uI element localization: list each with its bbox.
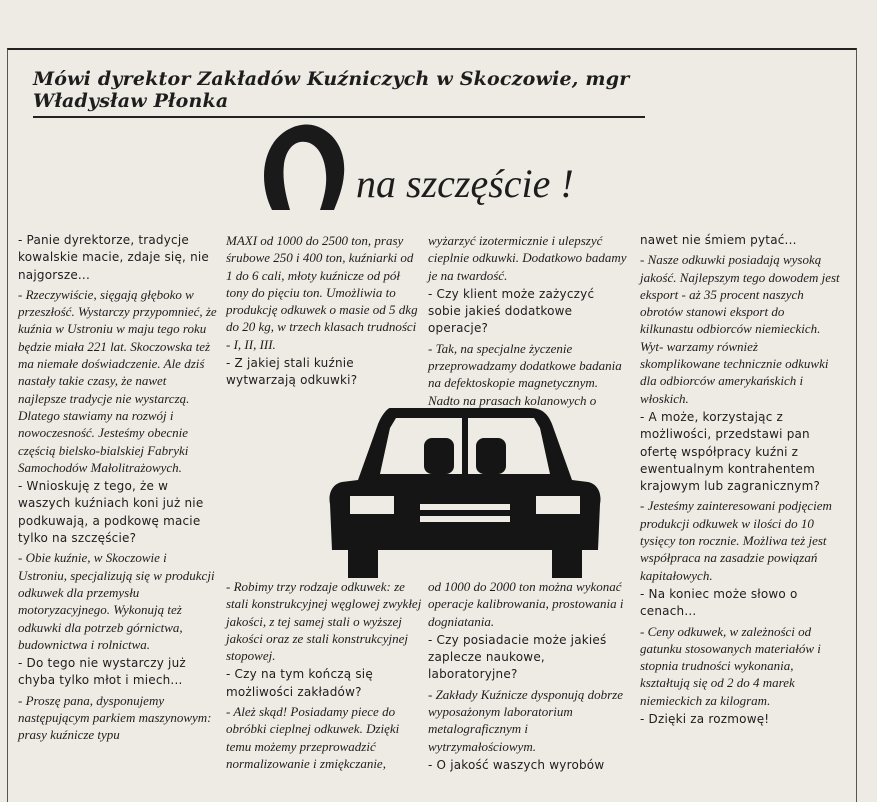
article-headline: Mówi dyrektor Zakładów Kuźniczych w Skoczowie, mgr Władysław Płonka [33, 68, 645, 118]
article-title [260, 120, 680, 220]
answer-paragraph: - Tak, na specjalne życzenie przeprowadzamy dodatkowe badania na defektoskopie magnetycznym. Nadto na prasach kolanowych o [428, 340, 622, 408]
column-3-top [428, 232, 628, 428]
answer-paragraph: - Proszę pana, dysponujemy następującym parkiem maszynowym: prasy kuźnicze typu [18, 692, 212, 743]
article-title-text: na szczęście ! [356, 161, 574, 206]
question-paragraph: nawet nie śmiem pytać... [640, 233, 797, 247]
answer-paragraph: - Ależ skąd! Posiadamy piece do obróbki cieplnej odkuwek. Dzięki temu możemy przeprowadzić normalizowanie i zmiękczanie, [226, 704, 400, 771]
question-paragraph: - Czy klient może zażyczyć sobie jakieś dodatkowe operacje? [428, 286, 595, 336]
answer-paragraph: - Obie kuźnie, w Skoczowie i Ustroniu, specjalizują się w produkcji odkuwek dla przemysłu motoryzacyjnego. Wykonują też odkuwki dla potrzeb górnictwa, budownictwa i rolnictwa. [18, 550, 215, 652]
question-paragraph: - Z jakiej stali kuźnie wytwarzają odkuwki? [226, 356, 358, 388]
question-paragraph: - Na koniec może słowo o cenach... [640, 586, 798, 619]
question-paragraph: - A może, korzystając z możliwości, przedstawi pan ofertę współpracy kuźni z ewentualnym kontrahentem krajowym lub zagranicznym? [640, 409, 821, 494]
horseshoe-icon [260, 120, 350, 212]
question-paragraph: - Panie dyrektorze, tradycje kowalskie macie, zdaje się, nie najgorsze... [18, 233, 210, 282]
column-4 [640, 232, 840, 730]
answer-paragraph: - Rzeczywiście, sięgają głęboko w przeszłość. Wystarczy przypomnieć, że kuźnia w Ustroniu w maju tego roku będzie miała 221 lat. Skoczowska też ma niemałe doświadczenie. Ale dziś nastały takie czasy, że nawet najlepsze tradycje nie wystarczą. Dlatego stawiamy na rozwój i nowoczesność. Jesteśmy obecnie częścią bielsko-bialskiej Fabryki Samochodów Małolitrażowych. [18, 286, 217, 475]
column-1 [18, 232, 218, 746]
answer-paragraph: wyżarzyć izotermicznie i ulepszyć cieplnie odkuwki. Dodatkowo badamy je na twardość. [428, 233, 627, 283]
answer-paragraph: - Zakłady Kuźnicze dysponują dobrze wyposażonym laboratorium metalograficznym i wytrzymałościowym. [428, 686, 623, 754]
question-paragraph: - Wnioskuję z tego, że w waszych kuźniach koni już nie podkuwają, a podkowę macie tylko na szczęście? [18, 479, 204, 546]
answer-paragraph: - Jesteśmy zainteresowani podjęciem produkcji odkuwek w ilości do 10 tysięcy ton rocznie. Możliwa też jest współpraca na zasadzie powiązań kapitałowych. [640, 498, 832, 583]
column-2-top [226, 232, 422, 392]
answer-paragraph: od 1000 do 2000 ton można wykonać operacje kalibrowania, prostowania i dogniatania. [428, 579, 624, 629]
question-paragraph: - Czy posiadacie może jakieś zaplecze naukowe, laboratoryjne? [428, 632, 607, 682]
question-paragraph: - O jakość waszych wyrobów [428, 757, 605, 772]
column-3-bottom [428, 578, 628, 776]
column-2-bottom [226, 578, 422, 774]
answer-paragraph: - Ceny odkuwek, w zależności od gatunku stosowanych materiałów i stopnia trudności wykonania, kształtują się od 2 do 4 marek niemieckich za kilogram. [640, 623, 821, 708]
question-paragraph: - Czy na tym kończą się możliwości zakładów? [226, 667, 373, 699]
answer-paragraph: - Nasze odkuwki posiadają wysoką jakość. Najlepszym tego dowodem jest eksport - aż 35 procent naszych obrotów stanowi eksport do kilkunastu odbiorców niemieckich. Wyt- warzamy również skomplikowane technicznie odkuwki dla odbiorców amerykańskich i włoskich. [640, 252, 840, 406]
answer-paragraph: - Robimy trzy rodzaje odkuwek: ze stali konstrukcyjnej węglowej zwykłej jakości, z tej samej stali o wyższej jakości oraz ze stali konstrukcyjnej stopowej. [226, 579, 422, 664]
question-paragraph: - Do tego nie wystarczy już chyba tylko młot i miech... [18, 656, 186, 688]
car-silhouette-icon [320, 400, 610, 580]
question-paragraph: - Dzięki za rozmowę! [640, 712, 770, 727]
answer-paragraph: MAXI od 1000 do 2500 ton, prasy śrubowe 250 i 400 ton, kuźniarki od 1 do 6 cali, młoty kuźnicze od pół tony do pięciu ton. Umożliwia to produkcję odkuwek o masie od 5 dkg do 20 kg, w trzech klasach trudności - I, II, III. [226, 233, 418, 352]
